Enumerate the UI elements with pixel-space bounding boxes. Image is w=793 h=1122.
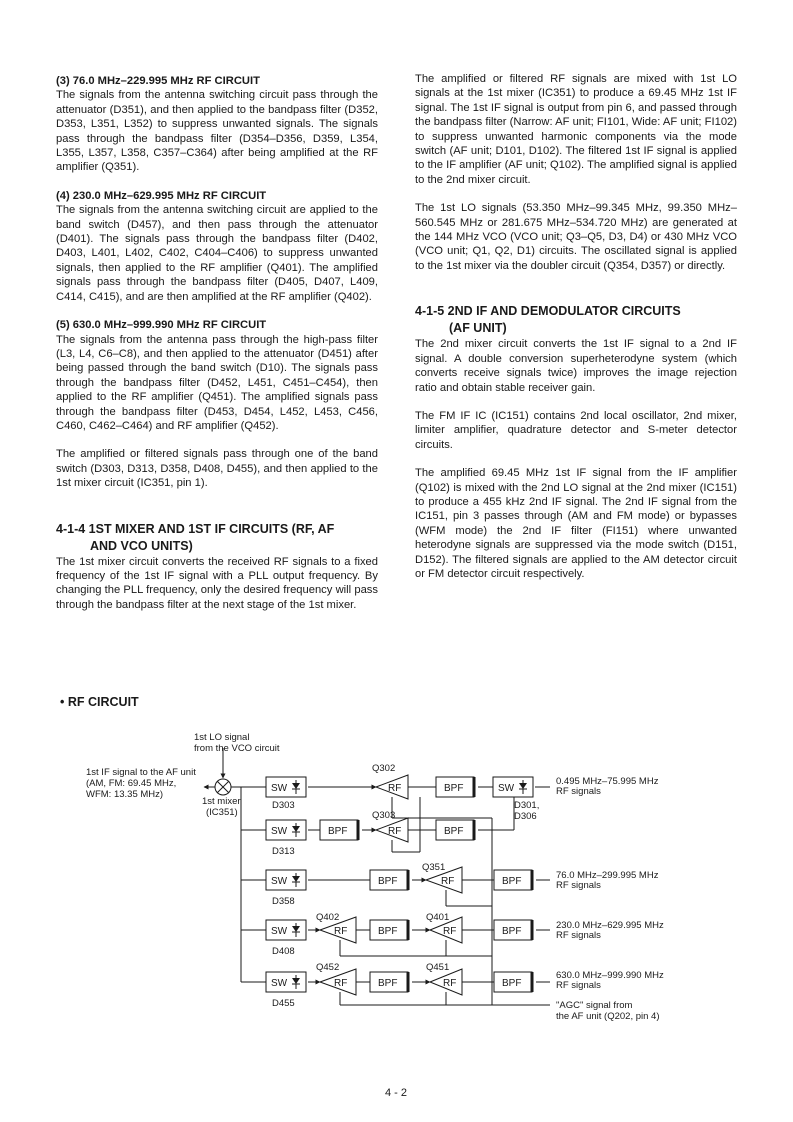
second-mixer-text: The 2nd mixer circuit converts the 1st IF signal to a 2nd IF signal. A double conversion superheterodyne system (which converts receive signals twice) improves the image rejection ratio and obtain stable receiver gain. — [415, 338, 737, 394]
rf-circuit-diagram — [0, 720, 793, 1030]
bpf-row1 — [436, 777, 474, 797]
if-label-2: (AM, FM: 69.45 MHz, — [86, 778, 177, 789]
section-heading-5: (5) 630.0 MHz–999.990 MHz RF CIRCUIT — [56, 319, 267, 332]
section-heading-3: (3) 76.0 MHz–229.995 MHz RF CIRCUIT — [56, 75, 260, 87]
switch-block-d313 — [266, 820, 306, 840]
page-number: 4 - 2 — [385, 1087, 408, 1099]
agc-label-1: "AGC" signal from — [556, 1000, 633, 1011]
switch-label: SW — [271, 783, 288, 794]
band-switch-text: The amplified or filtered signals pass through one of the band switch (D303, D313, D358, D408, D455), and then applied to the 1st mixer circuit (IC351, pin 1). — [56, 448, 378, 490]
section-5-text: The signals from the antenna pass through the high-pass filter (L3, L4, C6–C8), and then applied to the attenuator (D451) after being passed through the band switch (D10). The signals pass through the bandpass filter (D452, L451, C451–C454), then applied to the RF amplifier (Q451). The amplified signals pass through the bandpass filter (D453, D454, L452, L453, C456, C460, C462–C464) and RF amplifier (Q452). — [56, 333, 378, 432]
bpf-label: BPF — [378, 926, 398, 937]
left-column — [56, 74, 378, 626]
label-d313: D313 — [272, 846, 295, 857]
bpf-label: BPF — [502, 978, 522, 989]
rf-circuit-title: • RF CIRCUIT — [60, 695, 139, 709]
section-heading-4: (4) 230.0 MHz–629.995 MHz RF CIRCUIT — [56, 189, 267, 202]
if-label-3: WFM: 13.35 MHz) — [86, 789, 164, 800]
amp-q303 — [376, 818, 408, 842]
switch-label: SW — [498, 783, 515, 794]
bpf-row2-mid — [370, 870, 408, 890]
mixer-label-2: (IC351) — [206, 807, 238, 818]
lo-label-2: from the VCO circuit — [194, 743, 280, 754]
heading-4-1-5-line1: 4-1-5 2ND IF AND DEMODULATOR CIRCUITS — [415, 304, 681, 319]
label-q303: Q303 — [372, 810, 396, 821]
mixer-text: The amplified or filtered RF signals are mixed with 1st LO signals at the 1st mixer (IC351) to produce a 69.45 MHz 1st IF signal. The 1st IF signal is output from pin 6, and passed through the bandpass filter (Narrow: AF unit; FI101, Wide: AF unit; FI102) to suppress unwanted harmonic components via the mode switch (AF unit; D101, D102). The filtered 1st IF signal is applied to the IF amplifier (AF unit; Q102). The amplified signal is applied to the 2nd mixer circuit. — [415, 73, 737, 186]
label-q401: Q401 — [426, 912, 450, 923]
right-column — [415, 72, 737, 595]
band4-label-2: RF signals — [556, 980, 601, 991]
if-label-1: 1st IF signal to the AF unit — [86, 767, 196, 778]
amp-label: RF — [388, 783, 402, 794]
heading-4-1-4-line1: 4-1-4 1ST MIXER AND 1ST IF CIRCUITS (RF, AF — [56, 521, 335, 536]
amp-label: RF — [388, 826, 402, 837]
band2-label-1: 76.0 MHz–299.995 MHz — [556, 870, 659, 881]
switch-label: SW — [271, 826, 288, 837]
label-d301: D301, — [514, 800, 540, 811]
bpf-label: BPF — [444, 783, 464, 794]
bpf-label: BPF — [502, 876, 522, 887]
mixer-symbol — [215, 779, 231, 795]
heading-4-1-5 — [415, 303, 737, 337]
switch-block-d301 — [493, 777, 533, 797]
bpf-q303-out — [320, 820, 358, 840]
bpf-label: BPF — [378, 978, 398, 989]
bpf-row2-in — [494, 870, 532, 890]
bpf-label: BPF — [328, 826, 348, 837]
lo-label-1: 1st LO signal — [194, 732, 250, 743]
bpf-row4-mid — [370, 972, 408, 992]
band1-label-1: 0.495 MHz–75.995 MHz — [556, 776, 659, 787]
switch-block-d303 — [266, 777, 306, 797]
label-q402: Q402 — [316, 912, 340, 923]
lo-text: The 1st LO signals (53.350 MHz–99.345 MHz, 99.350 MHz–560.545 MHz or 281.675 MHz–534.720 MHz) are generated at the 144 MHz VCO (VCO unit; Q3–Q5, D3, D4) or 430 MHz VCO (VCO unit; Q1, Q2, D1) circuits. The oscillated signal is applied to the 1st mixer via the doubler circuit (Q354, D357) or directly. — [415, 202, 737, 272]
switch-label: SW — [271, 876, 288, 887]
heading-4-1-4-line2: AND VCO UNITS) — [90, 538, 193, 553]
label-d303: D303 — [272, 800, 295, 811]
label-d306: D306 — [514, 811, 537, 822]
amp-label: RF — [441, 876, 455, 887]
amp-q302 — [376, 775, 408, 799]
section-3-text: The signals from the antenna switching circuit pass through the attenuator (D351), and then applied to the bandpass filter (D352, D353, L351, L352) to suppress unwanted signals. The signals pass through the bandpass filter (D354–D356, D359, L354, L355, L357, L358, C357–C364) after being amplified at the RF amplifier (Q351). — [56, 89, 378, 174]
label-d455: D455 — [272, 998, 295, 1009]
section-4-1-4-text: The 1st mixer circuit converts the received RF signals to a fixed frequency of the 1st IF signal with a PLL output frequency. By changing the PLL frequency, only the desired frequency will pass through the bandpass filter at the next stage of the 1st mixer. — [56, 555, 378, 611]
amp-label: RF — [334, 926, 348, 937]
fm-if-ic-text: The FM IF IC (IC151) contains 2nd local oscillator, 2nd mixer, limiter amplifier, quadrature detector and S-meter detector circuits. — [415, 409, 737, 451]
heading-4-1-4 — [56, 521, 378, 555]
second-if-text: The amplified 69.45 MHz 1st IF signal from the IF amplifier (Q102) is mixed with the 2nd LO signal at the 2nd mixer (IC151) to produce a 455 kHz 2nd IF signal. The 2nd IF signal from the IC151, pin 3 passes through (AM and FM mode) or bypasses (WFM mode) the 2nd IF filter (FI151) where unwanted heterodyne signals are suppressed via the mode switch (D151, D152). The filtered signals are applied to the AM detector circuit or FM detector circuit respectively. — [415, 467, 737, 580]
bpf-row3-mid — [370, 920, 408, 940]
band1-label-2: RF signals — [556, 786, 601, 797]
label-q351: Q351 — [422, 862, 446, 873]
switch-block-d455 — [266, 972, 306, 992]
switch-block-d408 — [266, 920, 306, 940]
label-q452: Q452 — [316, 962, 340, 973]
band2-label-2: RF signals — [556, 880, 601, 891]
bpf-q303-in — [436, 820, 474, 840]
amp-label: RF — [334, 978, 348, 989]
label-d358: D358 — [272, 896, 295, 907]
switch-label: SW — [271, 926, 288, 937]
band4-label-1: 630.0 MHz–999.990 MHz — [556, 970, 664, 981]
label-d408: D408 — [272, 946, 295, 957]
bpf-row4-in — [494, 972, 532, 992]
amp-label: RF — [443, 926, 457, 937]
agc-label-2: the AF unit (Q202, pin 4) — [556, 1011, 660, 1022]
amp-label: RF — [443, 978, 457, 989]
bpf-label: BPF — [378, 876, 398, 887]
label-q302: Q302 — [372, 763, 396, 774]
band3-label-2: RF signals — [556, 930, 601, 941]
section-4-text: The signals from the antenna switching circuit are applied to the band switch (D457), and then pass through the attenuator (D401). The signals pass through the bandpass filter (D402, D403, L401, L402, C402, C404–C406) to suppress unwanted signals, then applied to the RF amplifier (Q401). The amplified signals pass through the bandpass filter (D405, D407, L409, C414, C415), and are then amplified at the RF amplifier (Q402). — [56, 204, 378, 303]
switch-label: SW — [271, 978, 288, 989]
bpf-label: BPF — [444, 826, 464, 837]
bpf-row3-in — [494, 920, 532, 940]
mixer-label-1: 1st mixer — [202, 796, 241, 807]
heading-4-1-5-line2: (AF UNIT) — [449, 321, 507, 336]
label-q451: Q451 — [426, 962, 450, 973]
switch-block-d358 — [266, 870, 306, 890]
bpf-label: BPF — [502, 926, 522, 937]
band3-label-1: 230.0 MHz–629.995 MHz — [556, 920, 664, 931]
